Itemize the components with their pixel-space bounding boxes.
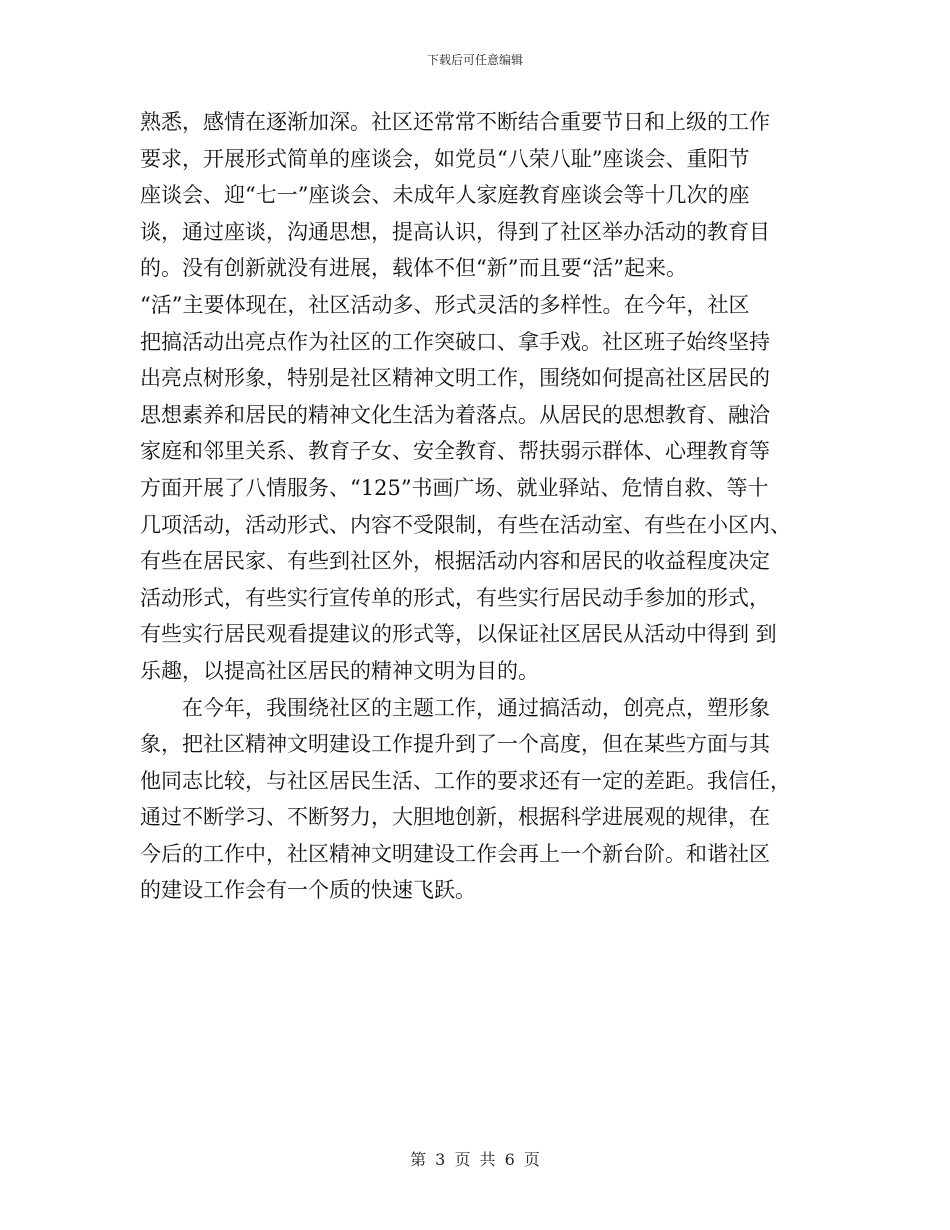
text-line: 在今年，我围绕社区的主题工作，通过搞活动，创亮点，塑形象 <box>182 695 770 720</box>
text-line: 几项活动，活动形式、内容不受限制，有些在活动室、有些在小区内、 <box>140 512 791 537</box>
text-line: 把搞活动出亮点作为社区的工作突破口、拿手戏。社区班子始终坚持 <box>140 329 770 354</box>
text-line: 思想素养和居民的精神文化生活为着落点。从居民的思想教育、融洽 <box>140 402 770 427</box>
paragraph-2 <box>140 690 812 910</box>
text-line: 座谈会、迎“七一”座谈会、未成年人家庭教育座谈会等十几次的座 <box>140 183 750 208</box>
paragraph-1 <box>140 104 812 690</box>
text-line: 出亮点树形象，特别是社区精神文明工作，围绕如何提高社区居民的 <box>140 366 770 391</box>
text-line: 象，把社区精神文明建设工作提升到了一个高度，但在某些方面与其 <box>140 732 770 757</box>
page-number: 第 3 页 共 6 页 <box>410 1150 540 1169</box>
text-line: 方面开展了八情服务、“125”书画广场、就业驿站、危情自救、等十 <box>140 475 769 500</box>
text-line: 谈，通过座谈，沟通思想，提高认识，得到了社区举办活动的教育目 <box>140 219 770 244</box>
text-line: 有些实行居民观看提建议的形式等，以保证社区居民从活动中得到 到 <box>140 622 777 647</box>
text-line: 家庭和邻里关系、教育子女、安全教育、帮扶弱示群体、心理教育等 <box>140 439 770 464</box>
text-line: 要求，开展形式简单的座谈会，如党员“八荣八耻”座谈会、重阳节 <box>140 146 750 171</box>
page-header: 下载后可任意编辑 <box>426 53 523 67</box>
text-line: 今后的工作中，社区精神文明建设工作会再上一个新台阶。和谐社区 <box>140 841 770 866</box>
text-line: 的建设工作会有一个质的快速飞跃。 <box>140 878 476 903</box>
text-line: 的。没有创新就没有进展，载体不但“新”而且要“活”起来。 <box>140 256 687 281</box>
text-line: 他同志比较，与社区居民生活、工作的要求还有一定的差距。我信任， <box>140 768 791 793</box>
text-line: 乐趣，以提高社区居民的精神文明为目的。 <box>140 658 539 683</box>
document-body <box>140 104 812 909</box>
text-line: 通过不断学习、不断努力，大胆地创新，根据科学进展观的规律，在 <box>140 805 770 830</box>
text-line: 熟悉，感情在逐渐加深。社区还常常不断结合重要节日和上级的工作 <box>140 110 770 134</box>
text-line: 有些在居民家、有些到社区外，根据活动内容和居民的收益程度决定 <box>140 549 770 574</box>
text-line: 活动形式，有些实行宣传单的形式，有些实行居民动手参加的形式， <box>140 585 770 610</box>
text-line: “活”主要体现在，社区活动多、形式灵活的多样性。在今年，社区 <box>140 292 750 317</box>
